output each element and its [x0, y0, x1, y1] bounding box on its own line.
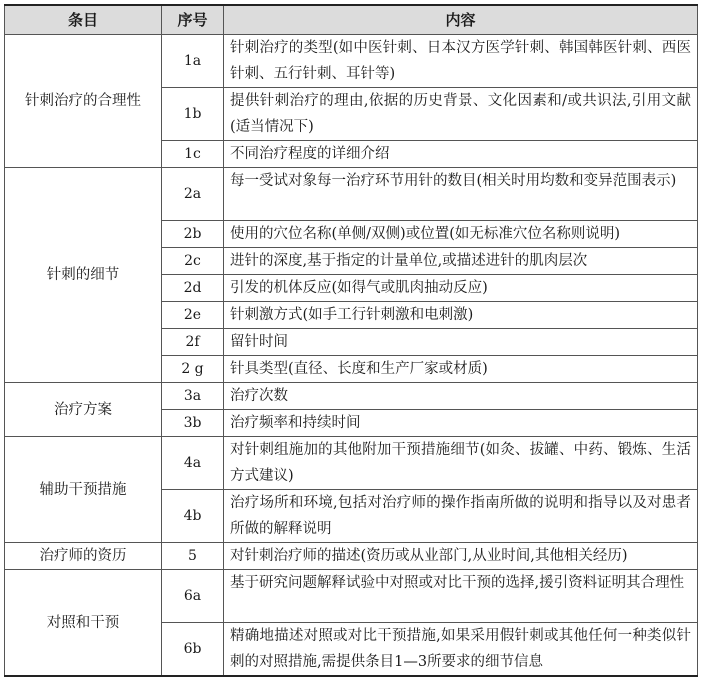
- item-number-cell: 3b: [162, 410, 224, 437]
- item-content-cell: 每一受试对象每一治疗环节用针的数目(相关时用均数和变异范围表示): [224, 168, 698, 221]
- item-number-cell: 2 g: [162, 356, 224, 383]
- item-number-cell: 2f: [162, 329, 224, 356]
- table-row: [5, 437, 698, 490]
- item-number-cell: 5: [162, 543, 224, 570]
- item-content-cell: 针刺激方式(如手工行针刺激和电刺激): [224, 302, 698, 329]
- item-number-cell: 2b: [162, 221, 224, 248]
- item-category-cell: 治疗方案: [5, 383, 162, 437]
- item-number-cell: 2a: [162, 168, 224, 221]
- item-number-cell: 6b: [162, 623, 224, 677]
- item-content-cell: 精确地描述对照或对比干预措施,如果采用假针刺或其他任何一种类似针刺的对照措施,需提供条目1—3所要求的细节信息: [224, 623, 698, 677]
- item-number-cell: 3a: [162, 383, 224, 410]
- item-content-cell: 针刺治疗的类型(如中医针刺、日本汉方医学针刺、韩国韩医针刺、西医针刺、五行针刺、耳针等): [224, 35, 698, 88]
- header-row: [5, 5, 698, 35]
- item-number-cell: 1b: [162, 88, 224, 141]
- item-content-cell: 治疗场所和环境,包括对治疗师的操作指南所做的说明和指导以及对患者所做的解释说明: [224, 490, 698, 543]
- item-category-cell: 针刺的细节: [5, 168, 162, 383]
- item-number-cell: 2d: [162, 275, 224, 302]
- item-content-cell: 引发的机体反应(如得气或肌肉抽动反应): [224, 275, 698, 302]
- item-content-cell: 进针的深度,基于指定的计量单位,或描述进针的肌肉层次: [224, 248, 698, 275]
- item-content-cell: 治疗次数: [224, 383, 698, 410]
- item-number-cell: 6a: [162, 570, 224, 623]
- item-content-cell: 使用的穴位名称(单侧/双侧)或位置(如无标准穴位名称则说明): [224, 221, 698, 248]
- item-content-cell: 提供针刺治疗的理由,依据的历史背景、文化因素和/或共识法,引用文献(适当情况下): [224, 88, 698, 141]
- item-category-cell: 对照和干预: [5, 570, 162, 677]
- item-category-cell: 治疗师的资历: [5, 543, 162, 570]
- table-row: [5, 383, 698, 410]
- item-content-cell: 对针刺组施加的其他附加干预措施细节(如灸、拔罐、中药、锻炼、生活方式建议): [224, 437, 698, 490]
- table-row: [5, 570, 698, 623]
- item-content-cell: 治疗频率和持续时间: [224, 410, 698, 437]
- item-category-cell: 针刺治疗的合理性: [5, 35, 162, 168]
- item-number-cell: 1c: [162, 141, 224, 168]
- item-number-cell: 4a: [162, 437, 224, 490]
- header-item: 条目: [5, 5, 162, 35]
- table-row: [5, 35, 698, 88]
- header-number: 序号: [162, 5, 224, 35]
- item-number-cell: 2c: [162, 248, 224, 275]
- item-number-cell: 2e: [162, 302, 224, 329]
- item-content-cell: 针具类型(直径、长度和生产厂家或材质): [224, 356, 698, 383]
- item-content-cell: 对针刺治疗师的描述(资历或从业部门,从业时间,其他相关经历): [224, 543, 698, 570]
- table-row: [5, 543, 698, 570]
- item-content-cell: 不同治疗程度的详细介绍: [224, 141, 698, 168]
- item-content-cell: 基于研究问题解释试验中对照或对比干预的选择,援引资料证明其合理性: [224, 570, 698, 623]
- item-content-cell: 留针时间: [224, 329, 698, 356]
- header-content: 内容: [224, 5, 698, 35]
- item-number-cell: 4b: [162, 490, 224, 543]
- item-category-cell: 辅助干预措施: [5, 437, 162, 543]
- stricta-checklist-table: [4, 4, 698, 677]
- item-number-cell: 1a: [162, 35, 224, 88]
- table-row: [5, 168, 698, 221]
